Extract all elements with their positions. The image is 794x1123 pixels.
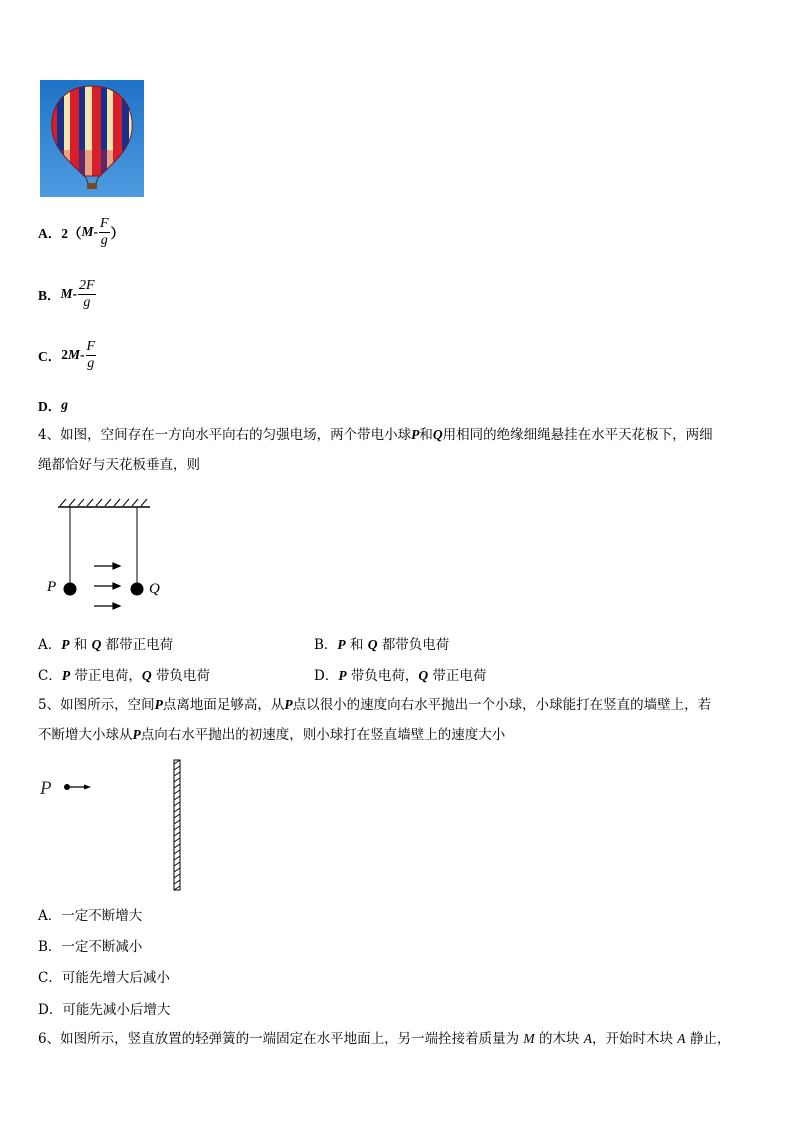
q4-and: 和 (419, 427, 433, 443)
option-label: D． (38, 1002, 63, 1018)
q6-text-b: 的木块 (538, 1031, 580, 1047)
q5-option-b[interactable] (38, 935, 142, 955)
ball-q: Q (432, 427, 443, 442)
ball-p: P (338, 668, 347, 683)
minus-sign: - (80, 347, 85, 362)
numerator: F (86, 338, 96, 354)
q4-option-a[interactable] (38, 633, 173, 653)
point-p: P (132, 727, 141, 742)
close-paren: ） (110, 226, 125, 241)
q4-text-1b: 用相同的绝缘细绳悬挂在水平天花板下，两细 (442, 427, 713, 443)
option-text: 都带正电荷 (105, 637, 174, 653)
q4-option-d[interactable] (314, 664, 486, 684)
option-c[interactable] (38, 337, 97, 373)
hot-air-balloon-image (40, 80, 144, 197)
q5-text-1c: 点以很小的速度向右水平抛出一个小球，小球能打在竖直的墙壁上，若 (292, 697, 712, 713)
option-text: 一定不断增大 (61, 908, 143, 924)
point-p: P (154, 697, 163, 712)
option-text: 都带负电荷 (381, 637, 450, 653)
option-text: 可能先增大后减小 (61, 970, 170, 986)
mass-variable: M (68, 347, 81, 362)
option-label: C． (38, 970, 62, 986)
option-text: 一定不断减小 (61, 939, 143, 955)
q6-text-c: ，开始时木块 (591, 1031, 673, 1047)
q6-text-d: 静止， (689, 1031, 731, 1047)
ball-p-dot (64, 583, 77, 596)
minus-sign: - (93, 224, 99, 239)
denominator: g (100, 232, 108, 248)
q5-text-2a: 不断增大小球从 (38, 727, 133, 743)
q5-option-d[interactable] (38, 998, 170, 1018)
question-6-text (38, 1024, 752, 1054)
option-text-1: 带正电荷， (74, 668, 142, 684)
ball-p: P (61, 637, 70, 652)
fig-label-q: Q (149, 581, 160, 597)
option-text-2: 带负电荷 (155, 668, 210, 684)
numerator: 2F (79, 277, 95, 293)
block-variable: A (677, 1031, 686, 1046)
question-4-text (38, 420, 752, 480)
option-text-2: 带正电荷 (432, 668, 487, 684)
option-label: A． (38, 226, 62, 241)
q4-figure (40, 494, 180, 616)
mass-variable: M (60, 286, 73, 301)
ball-p: P (337, 637, 346, 652)
option-text: 可能先减小后增大 (62, 1002, 171, 1018)
option-b[interactable] (38, 276, 97, 312)
q5-text-1b: 点离地面足够高，从 (162, 697, 285, 713)
coefficient: 2（ (61, 226, 82, 241)
gravity-variable: g (61, 397, 68, 412)
minus-sign: - (72, 286, 78, 301)
q6-text-a: 6、如图所示，竖直放置的轻弹簧的一端固定在水平地面上，另一端拴接着质量为 (38, 1031, 520, 1047)
option-label: B． (38, 288, 61, 303)
ceiling-hatch (60, 499, 147, 506)
field-arrows (94, 563, 120, 609)
q4-and: 和 (73, 637, 88, 653)
q5-option-a[interactable] (38, 904, 142, 924)
q4-text-1: 4、如图，空间存在一方向水平向右的匀强电场，两个带电小球 (38, 427, 412, 443)
question-5-text (38, 690, 752, 750)
fig-label-p: P (47, 579, 57, 595)
ball-q: Q (367, 637, 378, 652)
option-d[interactable] (38, 395, 68, 415)
q4-option-c[interactable] (38, 664, 210, 684)
option-label: B． (38, 939, 62, 955)
fraction (78, 278, 96, 311)
ball-q-dot (131, 583, 144, 596)
option-label: A． (38, 908, 62, 924)
point-p: P (284, 697, 293, 712)
q5-option-c[interactable] (38, 966, 170, 986)
numerator: F (100, 215, 109, 231)
option-label: D． (314, 668, 339, 684)
fig-label-p: P (40, 778, 52, 799)
q5-figure (38, 758, 198, 892)
option-label: A． (38, 637, 62, 653)
ball-p: P (411, 427, 420, 442)
q4-and: 和 (349, 637, 364, 653)
option-text-1: 带负电荷， (350, 668, 419, 684)
block-variable: A (583, 1031, 592, 1046)
ball-q: Q (91, 637, 102, 652)
option-label: C． (38, 349, 62, 364)
ball-q: Q (418, 668, 429, 683)
fraction (99, 216, 110, 249)
coefficient: 2 (61, 347, 68, 362)
mass-variable: M (81, 224, 94, 239)
option-label: C． (38, 668, 62, 684)
q4-text-2: 绳都恰好与天花板垂直，则 (38, 457, 200, 473)
ball-p: P (61, 668, 71, 683)
q4-option-b[interactable] (314, 633, 449, 653)
fraction (86, 339, 97, 372)
denominator: g (78, 294, 96, 311)
ball-q: Q (141, 668, 152, 683)
option-label: D． (38, 399, 62, 414)
option-label: B． (314, 637, 338, 653)
mass-variable: M (523, 1031, 535, 1046)
option-a[interactable] (38, 214, 124, 250)
denominator: g (87, 355, 95, 371)
q5-text-2b: 点向右水平抛出的初速度，则小球打在竖直墙壁上的速度大小 (140, 727, 506, 743)
q5-text-1a: 5、如图所示，空间 (38, 697, 155, 713)
velocity-arrowhead (84, 785, 91, 790)
